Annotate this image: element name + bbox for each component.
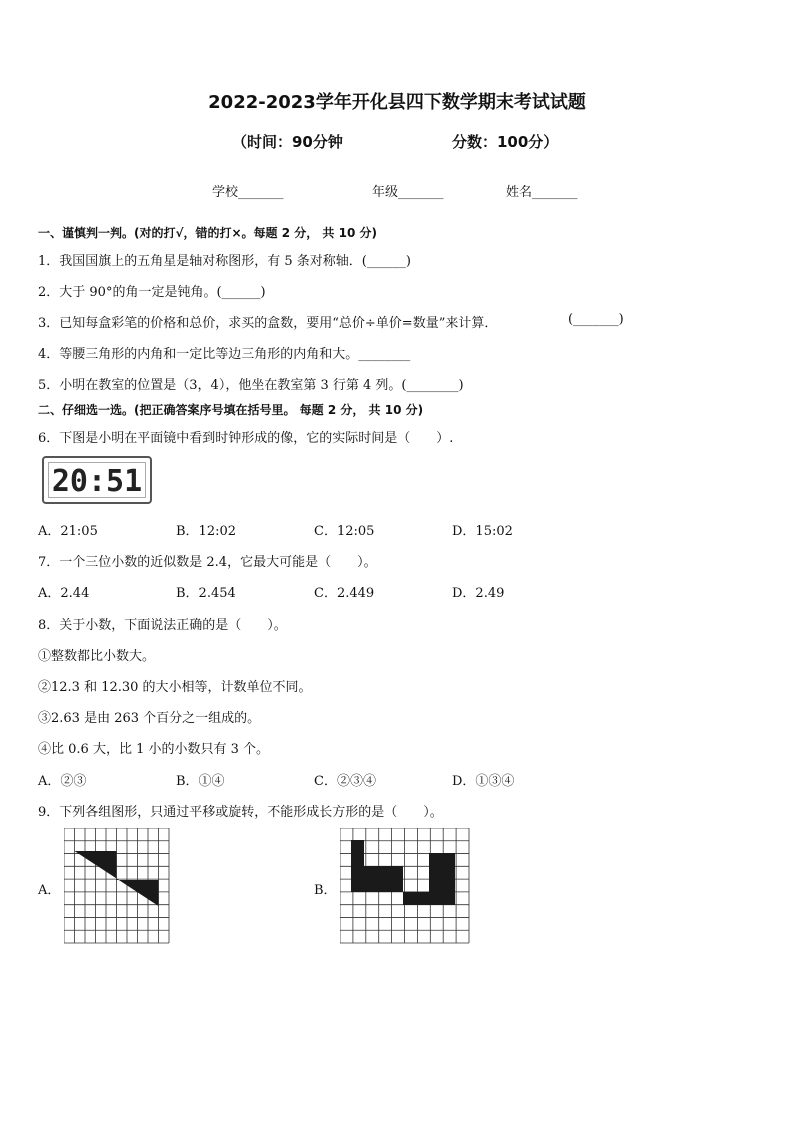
q6-option-c: C．12:05 xyxy=(314,524,375,539)
question-4: 4．等腰三角形的内角和一定比等边三角形的内角和大。________ xyxy=(38,347,411,362)
question-9: 9．下列各组图形，只通过平移或旋转，不能形成长方形的是（ ）。 xyxy=(38,805,443,820)
section1-heading: 一、谨慎判一判。(对的打√，错的打×。每题 2 分， 共 10 分) xyxy=(38,226,377,240)
q7-option-c: C．2.449 xyxy=(314,586,375,601)
q9-option-a-label: A． xyxy=(38,883,61,898)
school-field: 学校_______ xyxy=(212,185,284,200)
q7-option-a: A．2.44 xyxy=(38,586,90,601)
q9-figure-b-shape xyxy=(351,840,455,905)
section2-heading: 二、仔细选一选。(把正确答案序号填在括号里。 每题 2 分， 共 10 分) xyxy=(38,403,424,417)
exam-time: （时间：90分钟 xyxy=(232,133,343,151)
q8-statement-4: ④比 0.6 大，比 1 小的小数只有 3 个。 xyxy=(38,742,270,757)
q8-statement-1: ①整数都比小数大。 xyxy=(38,649,156,664)
question-2: 2．大于 90°的角一定是钝角。(______) xyxy=(38,285,266,300)
q7-option-b: B．2.454 xyxy=(176,586,236,601)
q8-statement-2: ②12.3 和 12.30 的大小相等，计数单位不同。 xyxy=(38,680,312,695)
question-7: 7．一个三位小数的近似数是 2.4，它最大可能是（ ）。 xyxy=(38,555,377,570)
q8-option-b: B．①④ xyxy=(176,774,225,789)
question-6: 6．下图是小明在平面镜中看到时钟形成的像，它的实际时间是（ ）. xyxy=(38,431,454,446)
q6-option-b: B．12:02 xyxy=(176,524,237,539)
question-1: 1．我国国旗上的五角星是轴对称图形，有 5 条对称轴．(______) xyxy=(38,254,411,269)
q7-option-d: D．2.49 xyxy=(452,586,505,601)
q8-option-c: C．②③④ xyxy=(314,774,376,789)
question-3: 3．已知每盒彩笔的价格和总价，求买的盒数，要用“总价÷单价=数量”来计算． xyxy=(38,316,498,331)
exam-title: 2022-2023学年开化县四下数学期末考试试题 xyxy=(208,92,586,113)
q6-option-a: A．21:05 xyxy=(38,524,98,539)
clock-reading: 20:51 xyxy=(51,464,143,499)
question-8: 8．关于小数，下面说法正确的是（ ）。 xyxy=(38,618,287,633)
grade-field: 年级_______ xyxy=(372,185,444,200)
digital-clock-image xyxy=(42,456,152,504)
q9-figure-a xyxy=(64,828,170,944)
q9-figure-b xyxy=(340,828,470,944)
name-field: 姓名_______ xyxy=(506,185,578,200)
q8-statement-3: ③2.63 是由 263 个百分之一组成的。 xyxy=(38,711,261,726)
exam-score: 分数：100分） xyxy=(452,133,559,151)
q8-option-a: A．②③ xyxy=(38,774,87,789)
q9-option-b-label: B． xyxy=(314,883,337,898)
q6-option-d: D．15:02 xyxy=(452,524,513,539)
q8-option-d: D．①③④ xyxy=(452,774,515,789)
question-5: 5．小明在教室的位置是（3，4），他坐在教室第 3 行第 4 列。(________) xyxy=(38,378,464,393)
question-3-blank: (_______) xyxy=(568,312,624,327)
